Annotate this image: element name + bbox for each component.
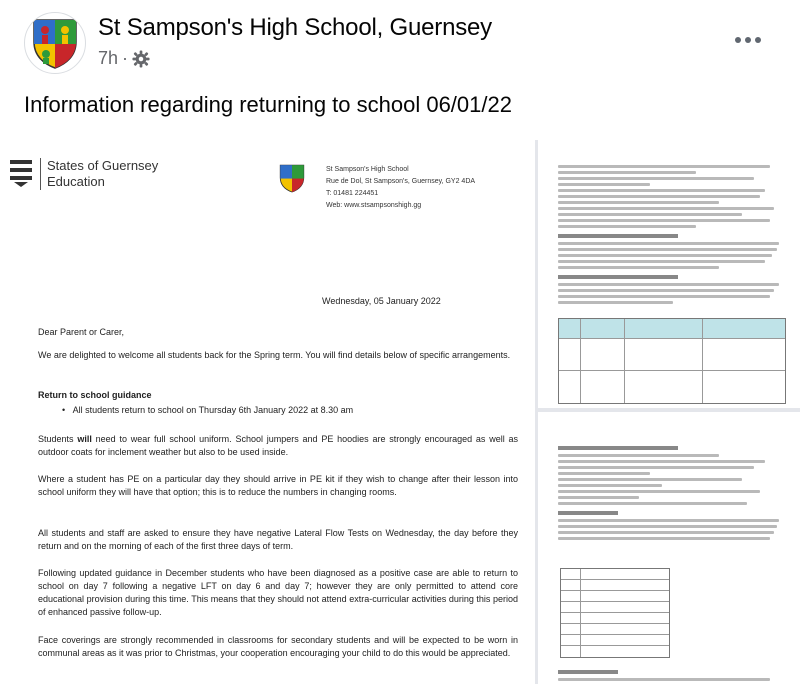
photo-collage: [0, 140, 800, 684]
page-two-photo[interactable]: [538, 140, 800, 408]
paragraph-pe-kit: Where a student has PE on a particular day they should arrive in PE kit if they wish to change after their lesson into school uniform they will have that option; this is to reduce the numbers in changing rooms.: [38, 474, 518, 497]
paragraph-uniform: Students will need to wear full school uniform. School jumpers and PE hoodies are strongly encouraged as well as outdoor coats for inclement weather but also to be used inside.: [38, 434, 518, 457]
paragraph-positive-case: Following updated guidance in December students who have been diagnosed as a positive case are able to return to school on day 7 following a negative LFT on day 6 and day 7; however they are only permitted to attend core educational provision during this time. This means that they should not attend extra-curricular activities during this period of enhanced passive follow-up.: [38, 568, 518, 617]
sog-subtitle: Education: [47, 174, 105, 189]
mini-table-page-two: [558, 318, 786, 404]
guernsey-crest-icon: [8, 158, 34, 188]
bullet-return-date: • All students return to school on Thursday 6th January 2022 at 8.30 am: [62, 405, 354, 415]
more-options-button[interactable]: [728, 28, 768, 52]
page-avatar[interactable]: [24, 12, 86, 74]
school-crest-icon: [278, 162, 306, 194]
paragraph-welcome: We are delighted to welcome all students back for the Spring term. You will find details below of specific arrangements.: [38, 350, 511, 360]
page-three-photo[interactable]: [538, 412, 800, 684]
letter-photo[interactable]: [0, 140, 535, 684]
sog-title: States of Guernsey: [47, 158, 159, 173]
page-name[interactable]: St Sampson's High School, Guernsey: [98, 14, 492, 41]
timestamp[interactable]: 7h: [98, 48, 119, 68]
post-header: [0, 0, 800, 90]
meta-separator: ·: [122, 48, 129, 68]
paragraph-lateral-flow: All students and staff are asked to ensure they have negative Lateral Flow Tests on Wednesday, the day before they return and on the morning of each of the first three days of term.: [38, 528, 518, 551]
mini-table-page-three: [560, 568, 670, 658]
states-of-guernsey-logo: [8, 158, 158, 190]
post-text: Information regarding returning to school 06/01/22: [24, 92, 512, 117]
heading-return-guidance: Return to school guidance: [38, 390, 152, 400]
gear-icon[interactable]: [132, 50, 150, 68]
school-address: St Sampson's High School Rue de Dol, St Sampson's, Guernsey, GY2 4DA T: 01481 224451 Web: www.stsampsonshigh.gg: [326, 166, 476, 209]
more-options-icon: [735, 37, 741, 43]
salutation: Dear Parent or Carer,: [38, 327, 125, 337]
post-meta: [98, 48, 150, 69]
paragraph-face-coverings: Face coverings are strongly recommended in classrooms for secondary students and will be expected to be worn in communal areas as it was prior to Christmas, your cooperation encouraging your child to do this would be appreciated.: [38, 635, 518, 658]
school-crest-icon: [30, 16, 80, 70]
letter-date: Wednesday, 05 January 2022: [322, 296, 441, 306]
